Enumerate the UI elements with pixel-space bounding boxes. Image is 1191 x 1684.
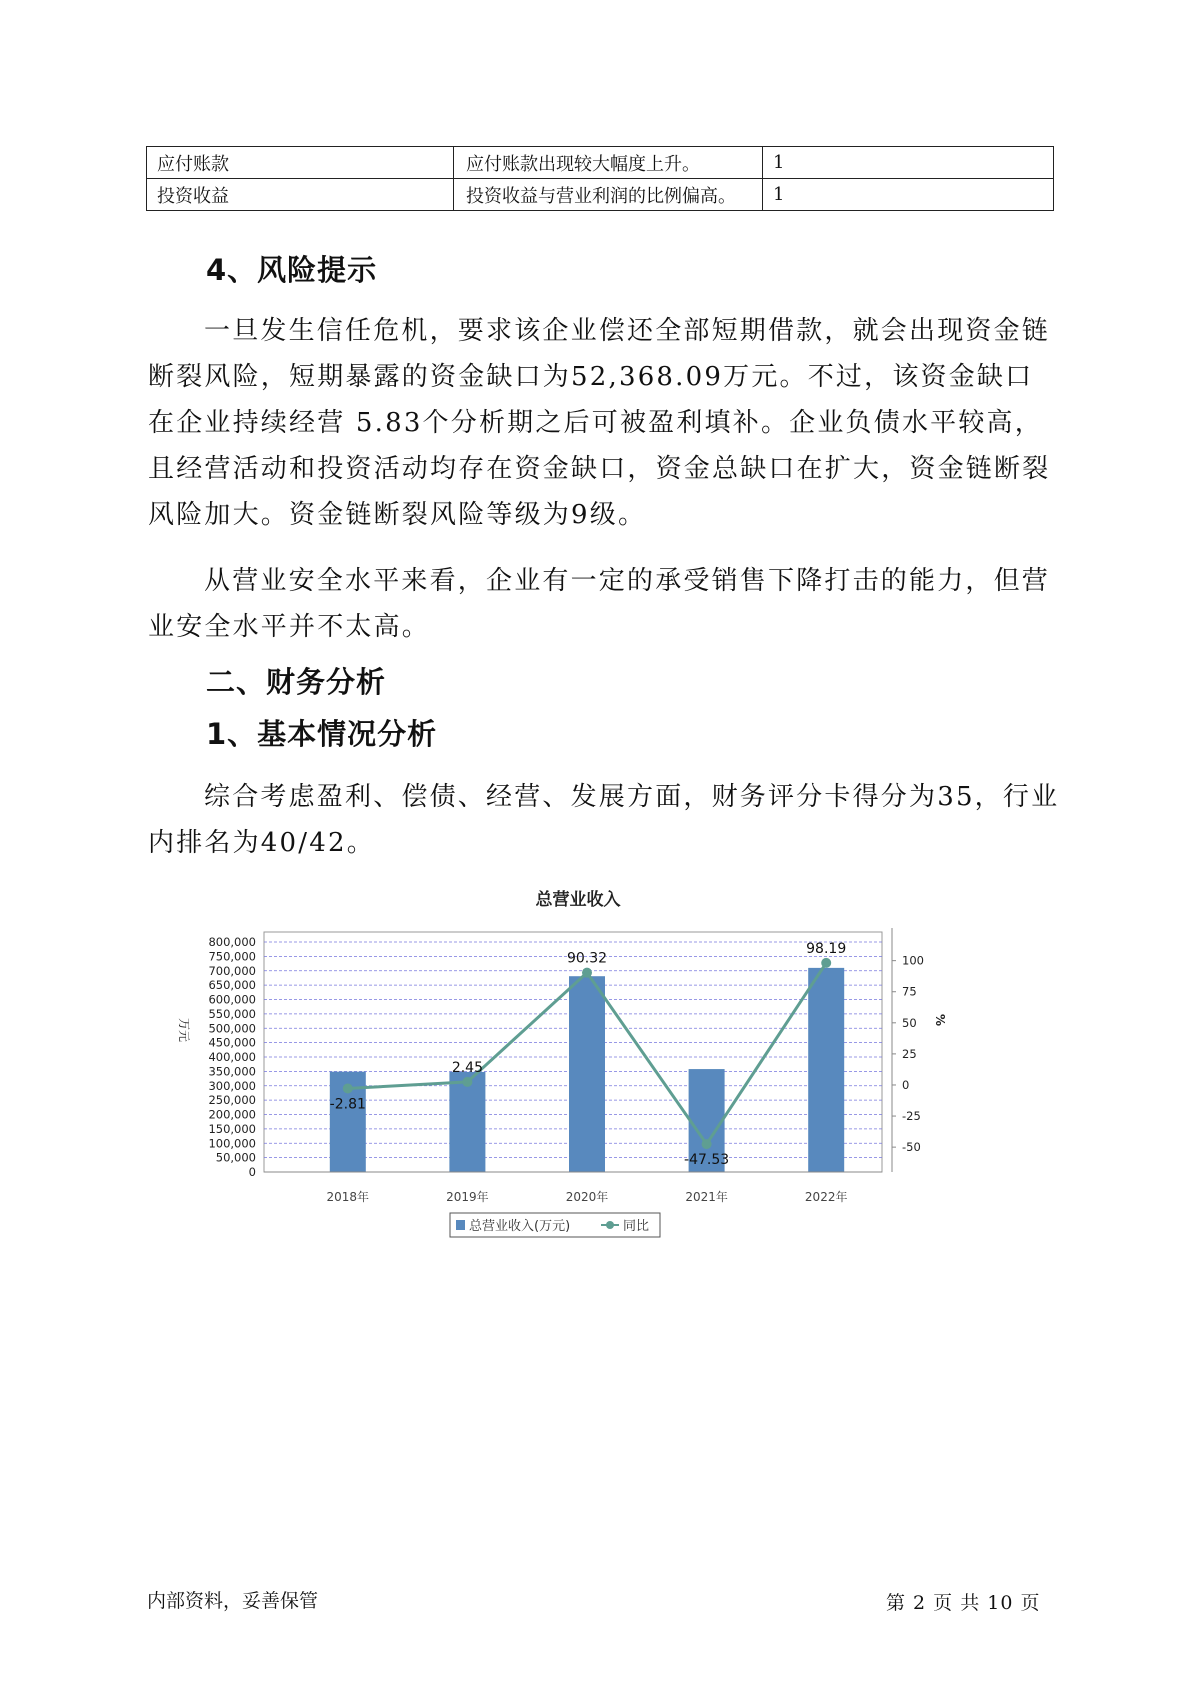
left-tick-label: 300,000 (208, 1078, 256, 1093)
left-tick-label: 400,000 (208, 1050, 256, 1064)
left-tick-label: 50,000 (215, 1150, 256, 1165)
subsection-heading-basic: 1、基本情况分析 (206, 717, 438, 751)
yoy-data-label: -47.53 (684, 1152, 730, 1169)
chart-svg (177, 880, 1040, 1350)
yoy-point (702, 1139, 712, 1149)
left-tick-label: 150,000 (208, 1121, 256, 1136)
left-tick-label: 0 (248, 1165, 256, 1179)
table-cell-item: 投资收益 (147, 179, 454, 211)
left-tick-label: 550,000 (208, 1006, 256, 1021)
right-tick-label: -50 (902, 1140, 921, 1155)
right-tick-label: 100 (902, 953, 924, 968)
x-tick-label: 2018年 (326, 1190, 370, 1204)
left-tick-label: 650,000 (208, 978, 256, 993)
paragraph-risk-text: 一旦发生信任危机，要求该企业偿还全部短期借款，就会出现资金链断裂风险，短期暴露的资金缺口为52,368.09万元。不过，该资金缺口在企业持续经营 5.83个分析期之后可被盈利填补。企业负债水平较高，且经营活动和投资活动均存在资金缺口，资金总缺口在扩大，资金链断裂风险加大。资金链断裂风险等级为9级。 (148, 316, 1051, 530)
legend-line-label: 同比 (623, 1219, 650, 1234)
footer-page-number: 第 2 页 共 10 页 (886, 1592, 1041, 1614)
chart-title: 总营业收入 (535, 890, 621, 910)
table-cell-item: 应付账款 (147, 147, 454, 179)
left-tick-label: 600,000 (208, 992, 256, 1007)
yoy-point (462, 1077, 472, 1087)
bar (449, 1072, 485, 1172)
paragraph-score-text: 综合考虑盈利、偿债、经营、发展方面，财务评分卡得分为35，行业内排名为40/42。 (148, 782, 1060, 858)
table-cell-value: 1 (763, 179, 1054, 211)
table-cell-desc: 应付账款出现较大幅度上升。 (454, 147, 763, 179)
left-tick-label: 350,000 (208, 1064, 256, 1079)
legend-bar-label: 总营业收入(万元) (469, 1219, 571, 1234)
yoy-point (821, 958, 831, 968)
risk-table (146, 146, 1054, 211)
x-tick-label: 2020年 (565, 1190, 609, 1204)
left-tick-label: 750,000 (208, 949, 256, 964)
table-cell-desc: 投资收益与营业利润的比例偏高。 (454, 179, 763, 211)
right-axis-label: % (933, 1013, 947, 1027)
right-tick-label: 0 (902, 1077, 910, 1092)
left-tick-label: 100,000 (208, 1136, 256, 1151)
paragraph-safety (148, 558, 1060, 650)
x-tick-label: 2019年 (446, 1190, 489, 1204)
legend-bar-swatch (456, 1220, 465, 1230)
left-tick-label: 250,000 (208, 1093, 256, 1108)
bar (808, 968, 844, 1172)
section-heading-risk: 4、风险提示 (206, 253, 378, 287)
yoy-data-label: 90.32 (566, 950, 608, 967)
x-tick-label: 2021年 (685, 1190, 728, 1204)
left-axis-label: 万元 (177, 1017, 191, 1043)
yoy-data-label: 98.19 (806, 940, 847, 957)
left-tick-label: 700,000 (208, 963, 256, 978)
yoy-point (343, 1083, 353, 1093)
section-heading-financial: 二、财务分析 (206, 665, 387, 699)
yoy-data-label: -2.81 (329, 1096, 366, 1113)
left-tick-label: 500,000 (208, 1021, 256, 1036)
left-tick-label: 450,000 (208, 1035, 256, 1050)
legend-line-marker (606, 1221, 614, 1229)
left-tick-label: 800,000 (208, 935, 256, 949)
footer-confidential: 内部资料，妥善保管 (147, 1590, 319, 1612)
paragraph-risk (148, 308, 1060, 538)
revenue-chart (177, 880, 1040, 1350)
right-tick-label: -25 (902, 1109, 921, 1124)
bar (569, 976, 605, 1172)
yoy-point (582, 968, 592, 978)
right-tick-label: 50 (902, 1015, 917, 1030)
table-row (147, 179, 1054, 211)
paragraph-score (148, 774, 1060, 866)
paragraph-safety-text: 从营业安全水平来看，企业有一定的承受销售下降打击的能力，但营业安全水平并不太高。 (148, 566, 1051, 642)
x-tick-label: 2022年 (804, 1190, 848, 1204)
yoy-data-label: 2.45 (451, 1059, 483, 1076)
table-cell-value: 1 (763, 147, 1054, 179)
right-tick-label: 25 (902, 1046, 917, 1061)
left-tick-label: 200,000 (208, 1107, 256, 1122)
right-tick-label: 75 (902, 984, 917, 999)
table-row (147, 147, 1054, 179)
